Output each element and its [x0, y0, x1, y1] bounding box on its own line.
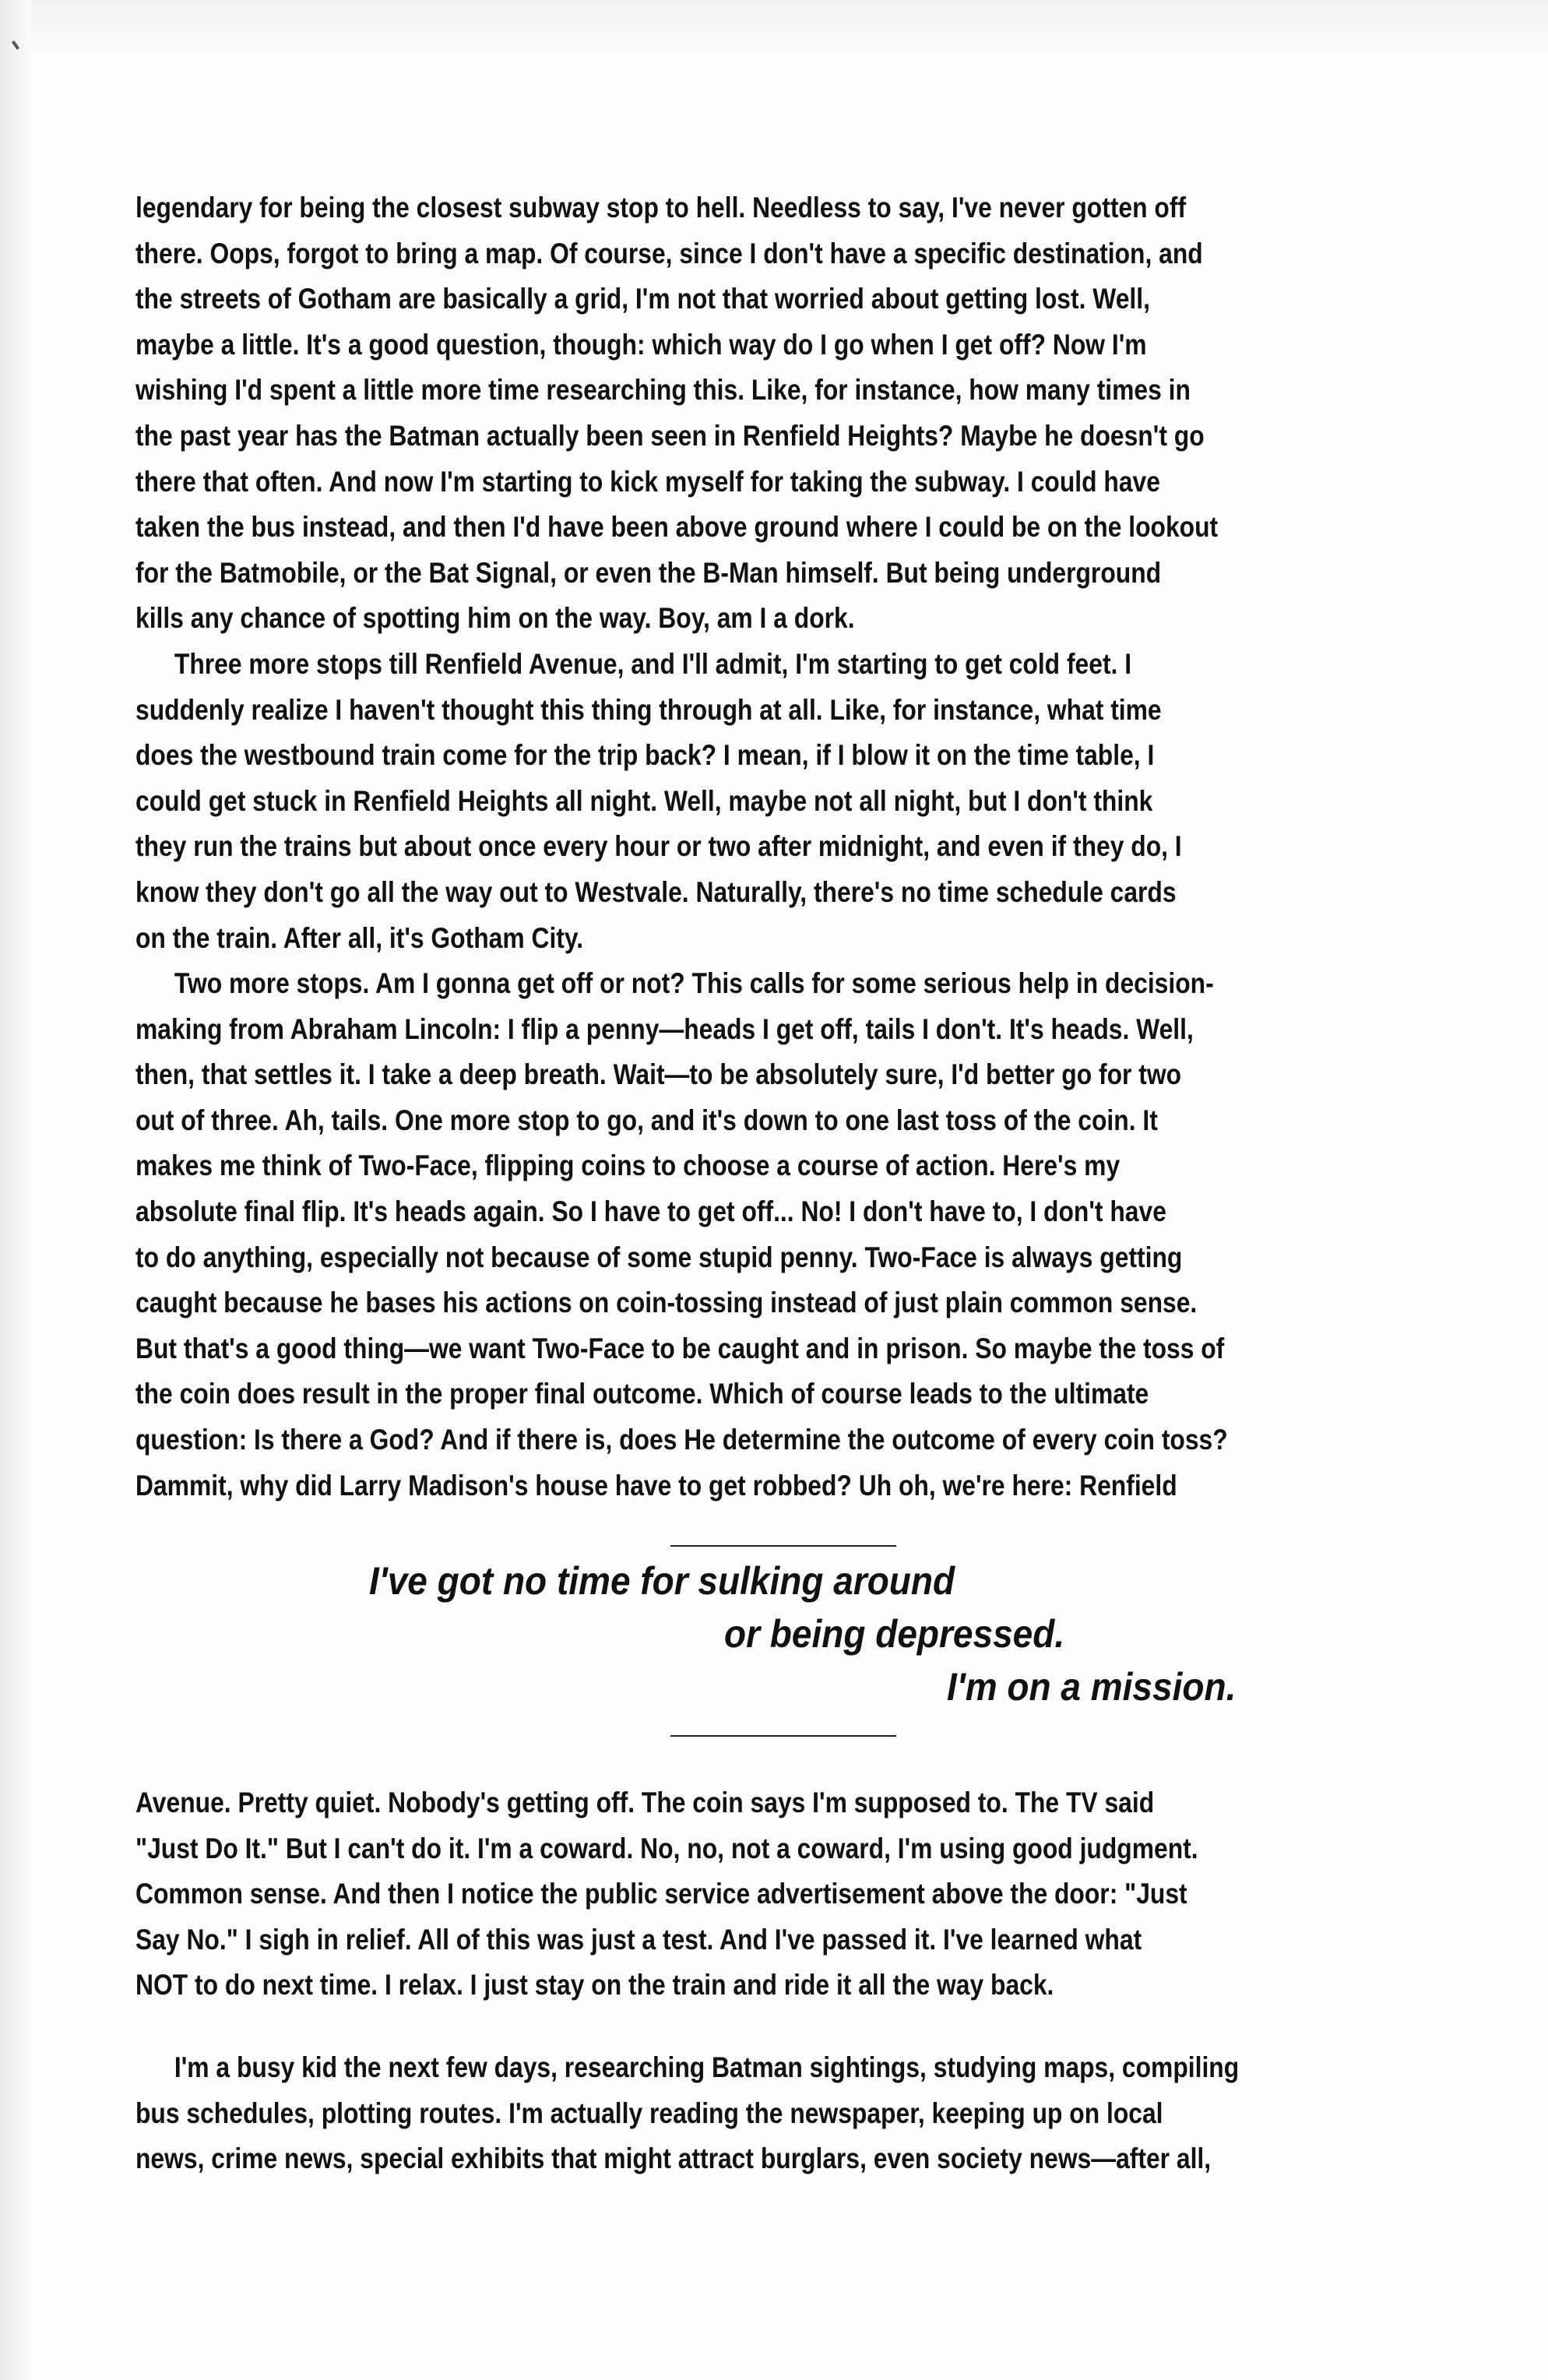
text-line: taken the bus instead, and then I'd have been above ground where I could be on the lookout: [135, 511, 1219, 544]
text-line: bus schedules, plotting routes. I'm actually reading the newspaper, keeping up on local: [135, 2097, 1163, 2129]
body-text-bottom: [135, 2045, 1441, 2182]
text-line: they run the trains but about once every hour or two after midnight, and even if they do, I: [135, 830, 1182, 863]
text-line: kills any chance of spotting him on the way. Boy, am I a dork.: [135, 602, 855, 635]
text-line: Say No." I sigh in relief. All of this was just a test. And I've passed it. I've learned what: [135, 1923, 1142, 1956]
text-line: on the train. After all, it's Gotham City.: [135, 921, 584, 954]
text-line: to do anything, especially not because of some stupid penny. Two-Face is always getting: [135, 1241, 1183, 1273]
text-line: news, crime news, special exhibits that might attract burglars, even society news—after all,: [135, 2142, 1212, 2175]
pull-quote-rule-bottom: [670, 1735, 896, 1737]
text-line: Dammit, why did Larry Madison's house have to get robbed? Uh oh, we're here: Renfield: [135, 1469, 1177, 1502]
scan-edge-top: [0, 0, 1548, 55]
text-line: suddenly realize I haven't thought this thing through at all. Like, for instance, what time: [135, 693, 1162, 726]
text-line-paragraph-start: Three more stops till Renfield Avenue, and I'll admit, I'm starting to get cold feet. I: [174, 647, 1132, 680]
text-line: out of three. Ah, tails. One more stop to go, and it's down to one last toss of the coin. It: [135, 1104, 1158, 1136]
pull-quote-line: I'm on a mission.: [947, 1665, 1237, 1709]
text-line: caught because he bases his actions on coin-tossing instead of just plain common sense.: [135, 1287, 1198, 1319]
text-line: know they don't go all the way out to Westvale. Naturally, there's no time schedule cards: [135, 875, 1177, 908]
text-line: NOT to do next time. I relax. I just stay on the train and ride it all the way back.: [135, 1969, 1054, 2002]
text-line: wishing I'd spent a little more time researching this. Like, for instance, how many times in: [135, 374, 1191, 407]
text-line: question: Is there a God? And if there is, does He determine the outcome of every coin toss?: [135, 1424, 1228, 1456]
text-line-paragraph-start: Two more stops. Am I gonna get off or not? This calls for some serious help in decision-: [174, 967, 1214, 1000]
text-line: absolute final flip. It's heads again. So I have to get off... No! I don't have to, I don't have: [135, 1195, 1166, 1228]
text-line: "Just Do It." But I can't do it. I'm a coward. No, no, not a coward, I'm using good judgment.: [135, 1832, 1198, 1864]
text-line: But that's a good thing—we want Two-Face to be caught and in prison. So maybe the toss of: [135, 1332, 1225, 1364]
text-line: legendary for being the closest subway stop to hell. Needless to say, I've never gotten off: [135, 192, 1187, 224]
text-line: makes me think of Two-Face, flipping coins to choose a course of action. Here's my: [135, 1150, 1121, 1182]
text-line: there that often. And now I'm starting to kick myself for taking the subway. I could have: [135, 465, 1160, 498]
body-text-top: [135, 185, 1441, 1509]
scan-edge-left: [0, 0, 31, 2380]
text-line: the streets of Gotham are basically a grid, I'm not that worried about getting lost. Well,: [135, 283, 1150, 315]
text-line: Avenue. Pretty quiet. Nobody's getting off. The coin says I'm supposed to. The TV said: [135, 1787, 1155, 1818]
pull-quote-line: I've got no time for sulking around: [369, 1559, 955, 1603]
text-line: then, that settles it. I take a deep breath. Wait—to be absolutely sure, I'd better go for two: [135, 1058, 1182, 1091]
text-line: could get stuck in Renfield Heights all night. Well, maybe not all night, but I don't think: [135, 784, 1153, 817]
text-line: making from Abraham Lincoln: I flip a penny—heads I get off, tails I don't. It's heads. Well,: [135, 1012, 1194, 1045]
body-text-middle: [135, 1780, 1441, 2009]
pull-quote-line: or being depressed.: [724, 1612, 1065, 1656]
text-line: the coin does result in the proper final outcome. Which of course leads to the ultimate: [135, 1378, 1149, 1410]
text-line: for the Batmobile, or the Bat Signal, or even the B-Man himself. But being underground: [135, 556, 1162, 589]
pull-quote-rule-top: [670, 1545, 896, 1547]
text-line-paragraph-start: I'm a busy kid the next few days, researching Batman sightings, studying maps, compiling: [174, 2051, 1240, 2083]
text-line: does the westbound train come for the trip back? I mean, if I blow it on the time table, I: [135, 739, 1155, 772]
text-line: Common sense. And then I notice the public service advertisement above the door: "Just: [135, 1878, 1187, 1910]
text-line: the past year has the Batman actually been seen in Renfield Heights? Maybe he doesn't go: [135, 419, 1205, 452]
text-line: maybe a little. It's a good question, though: which way do I go when I get off? Now I'm: [135, 328, 1147, 361]
text-line: there. Oops, forgot to bring a map. Of course, since I don't have a specific destination, and: [135, 237, 1203, 269]
